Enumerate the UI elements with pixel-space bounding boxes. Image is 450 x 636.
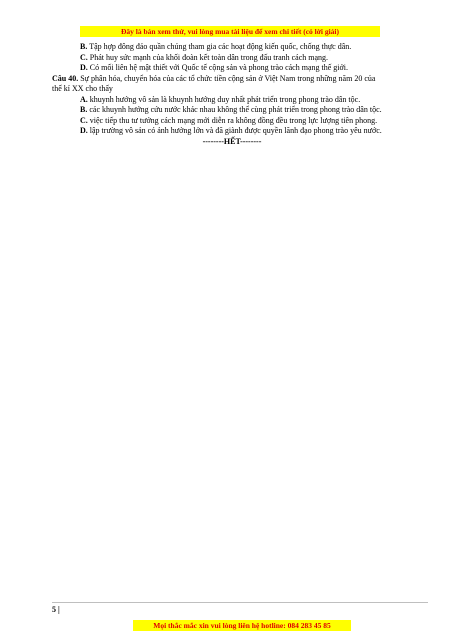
- question-label: Câu 40.: [52, 73, 79, 83]
- question-40-stem-cont: thế kỉ XX cho thấy: [52, 84, 113, 93]
- option-label: C.: [80, 115, 88, 125]
- option-b: [52, 105, 412, 116]
- option-label: D.: [80, 126, 88, 135]
- option-label: B.: [80, 105, 88, 114]
- page-number: 5 |: [52, 605, 60, 614]
- question-40-stem: [52, 74, 412, 85]
- option-d: [52, 126, 412, 137]
- question-text: Sự phân hóa, chuyển hóa của các tổ chức tiền cộng sản ở Việt Nam trong những năm 20 của: [80, 73, 376, 83]
- option-text: Phát huy sức mạnh của khối đoàn kết toàn dân trong đấu tranh cách mạng.: [89, 52, 329, 62]
- option-a: [52, 95, 412, 106]
- option-c: [52, 116, 412, 127]
- option-d: [52, 63, 412, 74]
- end-marker: --------HẾT--------: [202, 136, 262, 146]
- option-text: các khuynh hướng cứu nước khác nhau không thể cùng phát triển trong phong trào dân tộc.: [89, 105, 382, 114]
- option-c: [52, 53, 412, 64]
- option-label: A.: [80, 94, 88, 104]
- option-text: Tập hợp đông đảo quần chúng tham gia các hoạt động kiến quốc, chống thực dân.: [89, 42, 352, 51]
- preview-banner: Đây là bản xem thử, vui lòng mua tài liệu để xem chi tiết (có lời giải): [80, 26, 380, 37]
- hotline-banner: Mọi thắc mắc xin vui lòng liên hệ hotline: 084 283 45 85: [133, 620, 351, 631]
- footer-divider: [52, 602, 428, 603]
- option-text: khuynh hướng vô sản là khuynh hướng duy nhất phát triển trong phong trào dân tộc.: [89, 94, 361, 104]
- option-label: C.: [80, 52, 88, 62]
- option-text: Có mối liên hệ mật thiết với Quốc tế cộng sản và phong trào cách mạng thế giới.: [89, 63, 348, 72]
- option-text: việc tiếp thu tư tưởng cách mạng mới diễn ra không đồng đều trong lực lượng tiên phong.: [89, 115, 378, 125]
- option-text: lập trường vô sản có ảnh hưởng lớn và đã giành được quyền lãnh đạo phong trào yêu nước.: [89, 126, 382, 135]
- option-label: B.: [80, 42, 88, 51]
- option-b: [52, 42, 412, 53]
- document-body: [52, 42, 412, 147]
- option-label: D.: [80, 63, 88, 72]
